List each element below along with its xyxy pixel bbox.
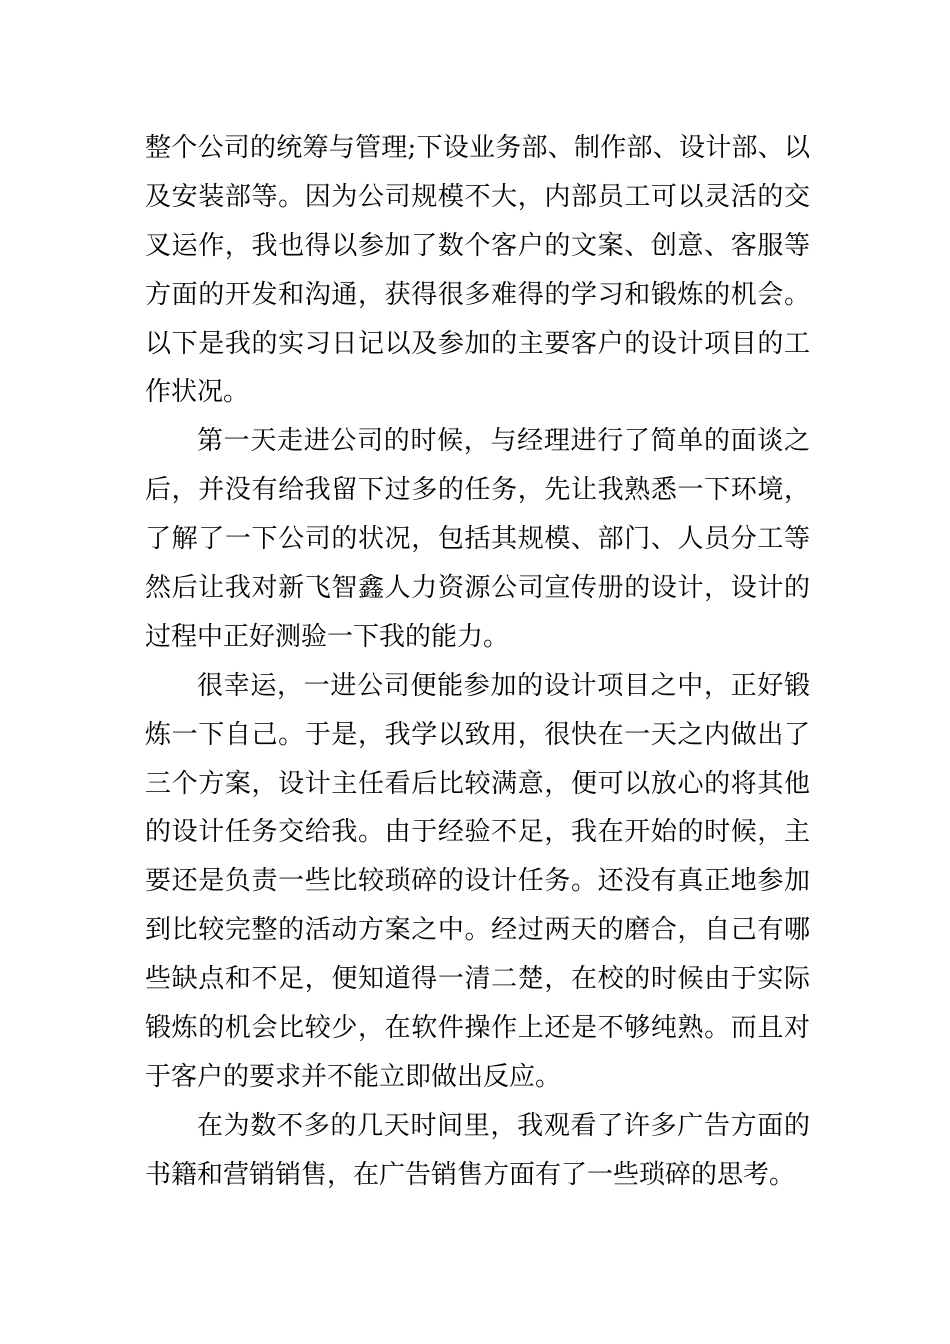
text-line: 了解了一下公司的状况，包括其规模、部门、人员分工等 <box>145 524 810 555</box>
text-line: 的设计任务交给我。由于经验不足，我在开始的时候，主 <box>145 817 810 848</box>
text-line: 以下是我的实习日记以及参加的主要客户的设计项目的工 <box>145 328 810 359</box>
text-line: 要还是负责一些比较琐碎的设计任务。还没有真正地参加 <box>145 866 810 897</box>
text-line: 然后让我对新飞智鑫人力资源公司宣传册的设计，设计的 <box>145 573 810 604</box>
text-line: 锻炼的机会比较少，在软件操作上还是不够纯熟。而且对 <box>145 1013 810 1044</box>
text-line: 过程中正好测验一下我的能力。 <box>145 621 510 652</box>
text-line: 于客户的要求并不能立即做出反应。 <box>145 1061 562 1092</box>
text-line: 三个方案，设计主任看后比较满意，便可以放心的将其他 <box>145 768 810 799</box>
text-line: 到比较完整的活动方案之中。经过两天的磨合，自己有哪 <box>145 915 810 946</box>
body-text <box>145 124 810 1200</box>
text-line: 及安装部等。因为公司规模不大，内部员工可以灵活的交 <box>145 181 810 212</box>
text-line: 方面的开发和沟通，获得很多难得的学习和锻炼的机会。 <box>145 279 810 310</box>
text-line: 第一天走进公司的时候，与经理进行了简单的面谈之 <box>197 426 810 457</box>
text-line: 叉运作，我也得以参加了数个客户的文案、创意、客服等 <box>145 230 810 261</box>
text-line: 整个公司的统筹与管理;下设业务部、制作部、设计部、以 <box>145 133 810 163</box>
text-line: 书籍和营销销售，在广告销售方面有了一些琐碎的思考。 <box>145 1159 796 1190</box>
text-line: 作状况。 <box>145 377 250 408</box>
text-line: 在为数不多的几天时间里，我观看了许多广告方面的 <box>197 1110 810 1141</box>
text-line: 炼一下自己。于是，我学以致用，很快在一天之内做出了 <box>145 719 810 750</box>
text-line: 些缺点和不足，便知道得一清二楚，在校的时候由于实际 <box>145 964 810 995</box>
text-line: 很幸运，一进公司便能参加的设计项目之中，正好锻 <box>197 670 810 701</box>
text-line: 后，并没有给我留下过多的任务，先让我熟悉一下环境， <box>145 475 810 506</box>
